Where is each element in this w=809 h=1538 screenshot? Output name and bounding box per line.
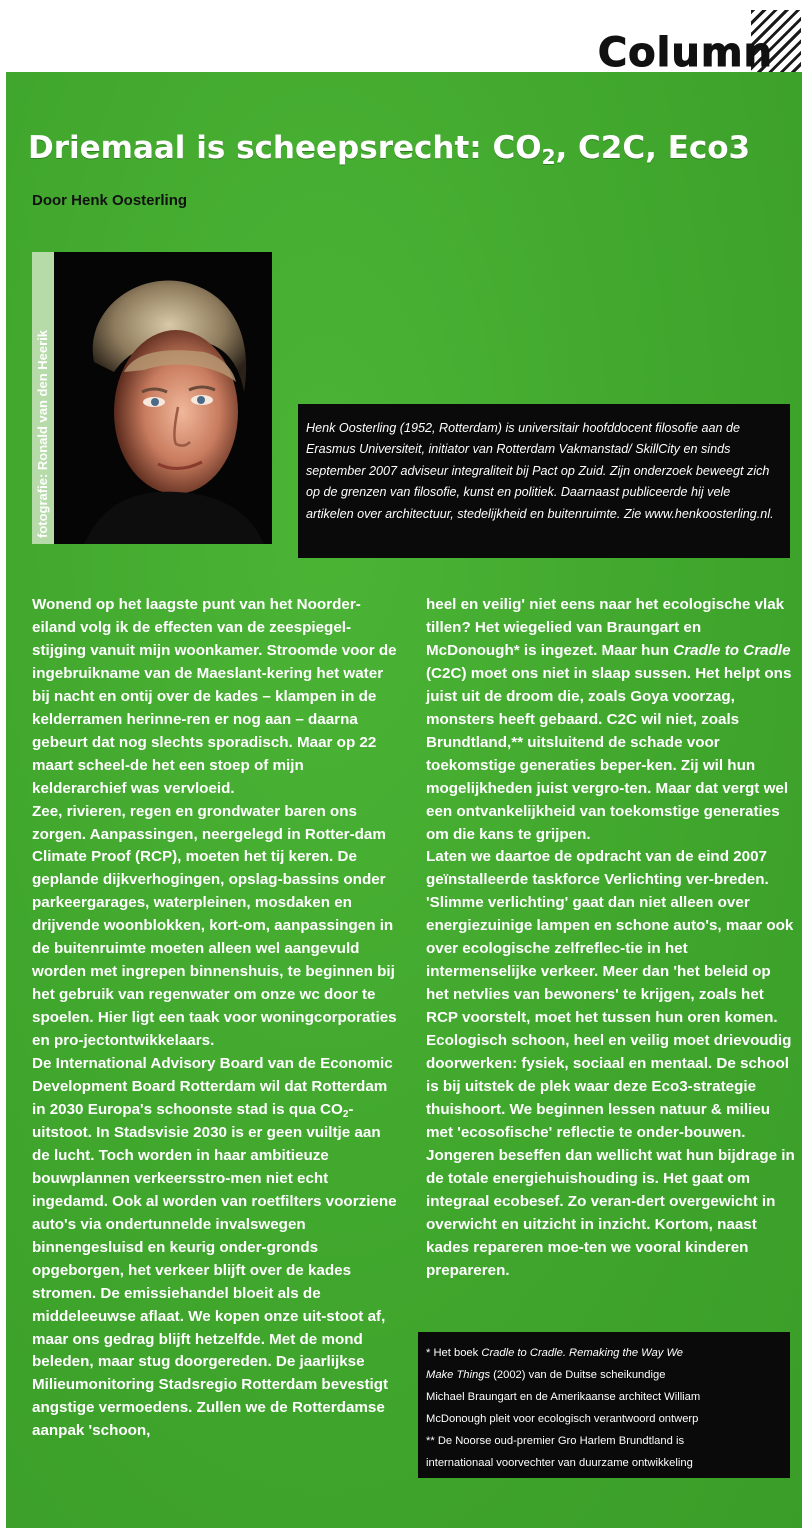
headline — [28, 130, 798, 169]
headline-part2: , C2C, Eco3 — [555, 130, 751, 166]
article-column-left — [32, 594, 402, 1443]
paragraph — [32, 1053, 402, 1443]
text-span: heel en veilig' niet eens naar het ecologische vlak tillen? Het wiegelied van Braungart en McDonough* is ingezet. Maar hun — [426, 596, 785, 659]
headline-part1: Driemaal is scheepsrecht: CO — [28, 130, 542, 166]
author-bio-box — [298, 404, 790, 558]
paragraph: Laten we daartoe de opdracht van de eind 2007 geïnstalleerde taskforce Verlichting ver-breden. 'Slimme verlichting' gaat dan niet alleen over energiezuinige lampen en schone auto's, maar ook over ecologische zelfreflec-tie in het intermenselijke verkeer. Meer dan 'het beleid op het netvlies van bewoners' te krijgen, zoals het RCP voorstelt, moet het tussen hun oren komen. Ecologisch schoon, heel en veilig moet drievoudig doorwerken: fysiek, sociaal en mentaal. De school is bij uitstek de plek waar deze Eco3-strategie thuishoort. We beginnen lessen natuur & milieu met 'ecosofische' reflectie te onder-bouwen. Jongeren beseffen dan wellicht wat hun bijdrage in de totale energiehuishouding is. Het gaat om integraal ecobesef. Zo veran-dert overgewicht in overwicht en uitzicht in inzicht. Kortom, naast kades repareren moe-ten we vooral kinderen prepareren. — [426, 848, 795, 1279]
portrait-illustration — [54, 252, 272, 544]
author-portrait — [54, 252, 272, 544]
footnote-line: McDonough pleit voor ecologisch verantwoord ontwerp — [426, 1413, 699, 1425]
photo-credit: fotografie: Ronald van den Heerik — [35, 329, 50, 538]
subscript: 2 — [342, 1108, 349, 1120]
author-bio: Henk Oosterling (1952, Rotterdam) is universitair hoofddocent filosofie aan de Erasmus Universiteit, initiator van Rotterdam Vakmanstad/ SkillCity en sinds september 2007 adviseur integraliteit bij Pact op Zuid. Zijn onderzoek beweegt zich op de grenzen van filosofie, kunst en politiek. Daarnaast publiceerde hij vele artikelen over architectuur, stedelijkheid en buitenruimte. Zie www.henkoosterling.nl. — [306, 421, 774, 521]
book-title: Cradle to Cradle — [673, 641, 791, 659]
article-column-right — [426, 594, 796, 1283]
footnote-line: ** De Noorse oud-premier Gro Harlem Brundtland is — [426, 1435, 685, 1447]
paragraph: Zee, rivieren, regen en grondwater baren ons zorgen. Aanpassingen, neergelegd in Rotter-dam Climate Proof (RCP), moeten het tij keren. De geplande dijkverhogingen, opslag-bassins onder parkeergarages, waterpleinen, mosdaken en drijvende woonblokken, kort-om, aanpassingen in de buitenruimte moeten alleen wel aangevuld worden met ingrepen binnenshuis, te beginnen bij het gebruik van regenwater om onze wc door te spoelen. Hier ligt een taak voor woningcorporaties en pro-jectontwikkelaars. — [32, 802, 397, 1050]
footnote-line — [426, 1342, 784, 1364]
text-span: De International Advisory Board van de Economic Development Board Rotterdam wil dat Rotterdam in 2030 Europa's schoonste stad is qua CO — [32, 1055, 393, 1118]
text-span: -uitstoot. In Stadsvisie 2030 is er geen vuiltje aan de lucht. Toch worden in haar ambitieuze bouwplannen verkeersstro-men niet echt ingedamd. Ook al worden van roetfilters voorziene auto's via ondertunnelde invalswegen binnengesluisd en keurig onder-gronds opgeborgen, het verkeer blijft over de kades stromen. De emissiehandel bloeit als de middeleeuwse aflaat. We kopen onze uit-stoot af, maar ons gedrag blijft hetzelfde. Met de mond beleden, maar stug doorgereden. De jaarlijkse Milieumonitoring Stadsregio Rotterdam bevestigt angstige vermoedens. Zullen we de Rotterdamse aanpak 'schoon, — [32, 1100, 397, 1440]
text-span: * Het boek — [426, 1347, 482, 1359]
footnote-line: internationaal voorvechter van duurzame ontwikkeling — [426, 1457, 693, 1469]
footnote-line: Michael Braungart en de Amerikaanse architect William — [426, 1391, 701, 1403]
footnotes-box — [418, 1332, 790, 1478]
byline: Door Henk Oosterling — [32, 192, 188, 209]
book-title: Make Things — [426, 1369, 491, 1381]
section-tag: Column — [597, 30, 773, 76]
paragraph: Wonend op het laagste punt van het Noorder-eiland volg ik de effecten van de zeespiegel-stijging vanuit mijn woonkamer. Stroomde voor de ingebruikname van de Maeslant-kering het water bij nacht en ontij over de kades – klampen in de kelderramen herinne-ren er nog aan – daarna gebeurt dat nog slechts sporadisch. Maar op 22 maart scheel-de het een stoep of mijn kelderarchief was vervloeid. — [32, 596, 397, 797]
text-span: (2002) van de Duitse scheikundige — [490, 1369, 666, 1381]
book-title: Cradle to Cradle. Remaking the Way We — [481, 1347, 684, 1359]
headline-subscript: 2 — [541, 145, 556, 169]
paragraph — [426, 594, 796, 846]
text-span: (C2C) moet ons niet in slaap sussen. Het helpt ons juist uit de droom die, zoals Goya voorzag, monsters heeft gebaard. C2C wil niet, zoals Brundtland,** uitsluitend de schade voor toekomstige generaties beper-ken. Zij wil hun mogelijkheden juist vergro-ten. Maar dat vergt wel een ontvankelijkheid van toekomstige generaties om die kans te grijpen. — [426, 664, 792, 843]
footnote-line — [426, 1364, 784, 1386]
